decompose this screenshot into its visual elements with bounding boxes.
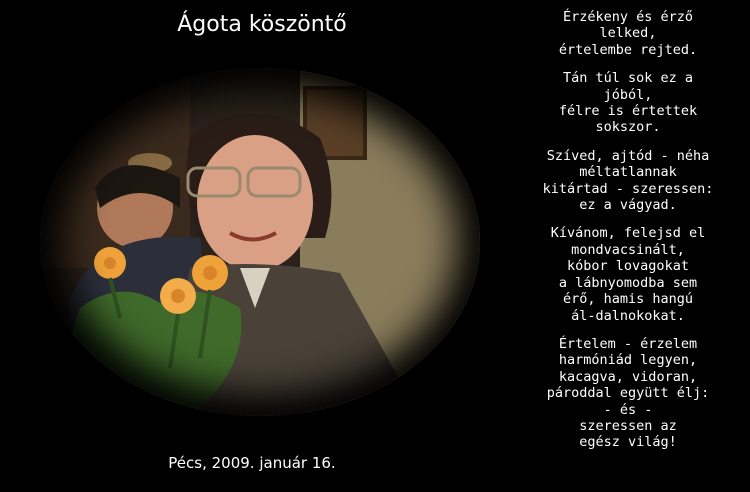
poem-line: szeressen az	[579, 417, 677, 434]
poem-line: - és -	[603, 401, 653, 418]
poem-line: Tán túl sok ez a	[562, 70, 694, 87]
poem-line: a lábnyomodba sem	[558, 274, 698, 291]
poem-line: értelembe rejted.	[558, 41, 698, 58]
poem-line: méltatlannak	[579, 164, 677, 181]
poem-line: Értelem - érzelem	[558, 335, 698, 352]
poem-line: mondvacsinált,	[571, 241, 685, 258]
poem-line: kitártad - szeressen:	[542, 180, 714, 197]
poem-stanza	[506, 225, 750, 323]
poem-line: kóbor lovagokat	[567, 258, 689, 275]
poem-stanza	[506, 148, 750, 214]
portrait-photo	[40, 68, 480, 416]
poem-line: Kívánom, felejsd el	[550, 225, 706, 242]
poem-line: egész világ!	[579, 434, 677, 451]
date-caption: Pécs, 2009. január 16.	[168, 454, 336, 472]
poem-line: sokszor.	[595, 119, 661, 136]
poem-stanza	[506, 70, 750, 136]
poem-stanza	[506, 336, 750, 451]
poem-line: harmóniád legyen,	[558, 352, 698, 369]
poem-line: jóból,	[603, 86, 653, 103]
poem-line: ál-dalnokokat.	[571, 307, 685, 324]
portrait-photo-illustration	[40, 68, 480, 416]
poem-line: ez a vágyad.	[579, 197, 677, 214]
poem-line: érő, hamis hangú	[562, 291, 694, 308]
poem-line: Szíved, ajtód - néha	[546, 147, 710, 164]
poem-stanza	[506, 9, 750, 58]
poem-line: kacagva, vidoran,	[558, 368, 698, 385]
page-title: Ágota köszöntő	[177, 12, 347, 37]
main-person-face	[197, 135, 313, 271]
poem	[506, 9, 750, 451]
poem-line: lelked,	[599, 25, 657, 42]
poem-line: Érzékeny és érző	[562, 9, 694, 25]
poem-line: félre is értettek	[558, 103, 698, 120]
poem-line: pároddal együtt élj:	[546, 385, 710, 402]
